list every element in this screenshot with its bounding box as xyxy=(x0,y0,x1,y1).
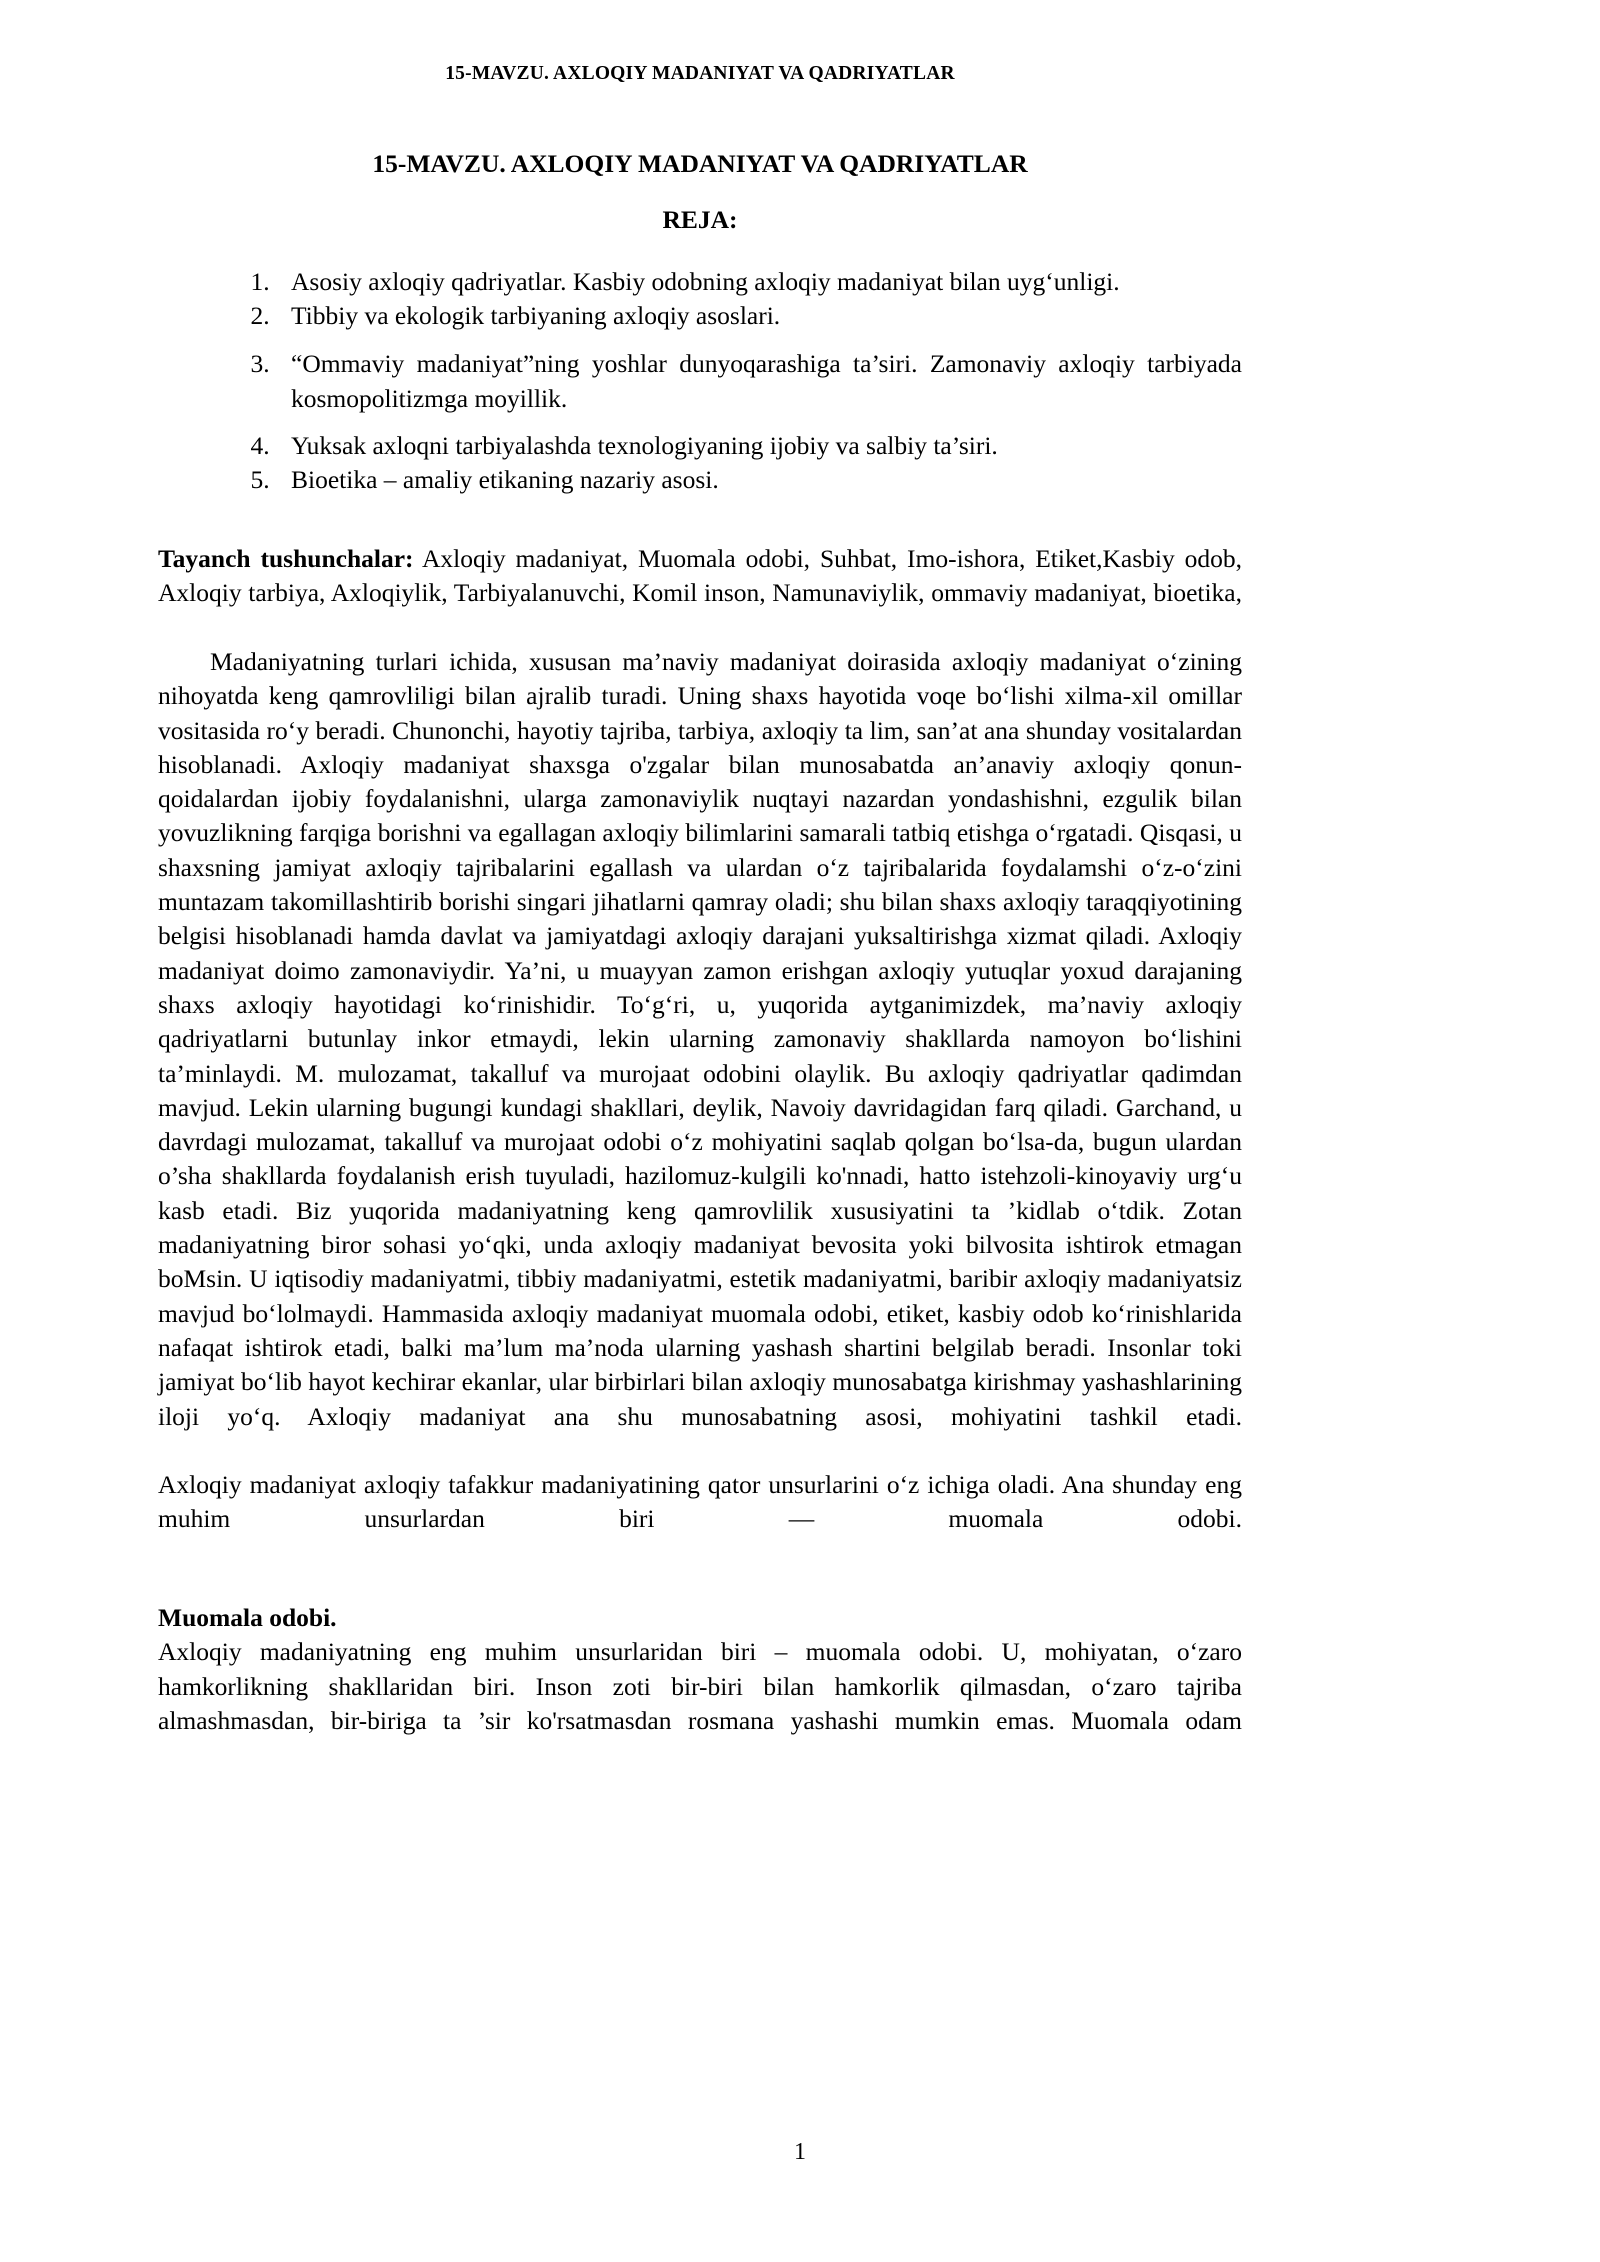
keywords-label: Tayanch tushunchalar: xyxy=(158,544,414,574)
plan-list xyxy=(158,265,1242,497)
plan-item-4: 4. Yuksak axloqni tarbiyalashda texnologiyaning ijobiy va salbiy ta’siri. xyxy=(276,429,1242,463)
page-title: 15-MAVZU. AXLOQIY MADANIYAT VA QADRIYATLAR xyxy=(372,149,1028,179)
page-number: 1 xyxy=(794,2139,806,2165)
body-paragraph-1: Madaniyatning turlari ichida, xususan ma’naviy madaniyat doirasida axloqiy madaniyat o‘zining nihoyatda keng qamrovliligi bilan ajralib turadi. Uning shaxs hayotida voqe bo‘lishi xilma-xil omillar vositasida ro‘y beradi. Chunonchi, hayotiy tajriba, tarbiya, axloqiy ta lim, san’at ana shunday vositalardan hisoblanadi. Axloqiy madaniyat shaxsga o'zgalar bilan munosabatda an’anaviy axloqiy qonun-qoidalardan ijobiy foydalanishni, ularga zamonaviylik nuqtayi nazardan yondashishni, ezgulik bilan yovuzlikning farqiga borishni va egallagan axloqiy bilimlarini samarali tatbiq etishga o‘rgatadi. Qisqasi, u shaxsning jamiyat axloqiy tajribalarini egallash va ulardan o‘z tajribalarida foydalamshi o‘z-o‘zini muntazam takomillashtirib borishi singari jihatlarni qamray oladi; shu bilan shaxs axloqiy taraqqiyotining belgisi hisoblanadi hamda davlat va jamiyatdagi axloqiy darajani yuksaltirishga xizmat qiladi. Axloqiy madaniyat doimo zamonaviydir. Ya’ni, u muayyan zamon erishgan axloqiy yutuqlar yoxud darajaning shaxs axloqiy hayotidagi ko‘rinishidir. To‘g‘ri, u, yuqorida aytganimizdek, ma’naviy axloqiy qadriyatlarni butunlay inkor etmaydi, lekin ularning zamonaviy shakllarda namoyon bo‘lishini ta’minlaydi. M. mulozamat, takalluf va murojaat odobini olaylik. Bu axloqiy qadriyatlar qadimdan mavjud. Lekin ularning bugungi kundagi shakllari, deylik, Navoiy davridagidan farq qiladi. Garchand, u davrdagi mulozamat, takalluf va murojaat odobi o‘z mohiyatini saqlab qolgan bo‘lsa-da, bugun ulardan o’sha shakllarda foydalanish erish tuyuladi, hazilomuz-kulgili ko'nnadi, hatto istehzoli-kinoyaviy urg‘u kasb etadi. Biz yuqorida madaniyatning keng qamrovlilik xususiyatini ta ’kidlab o‘tdik. Zotan madaniyatning biror sohasi yo‘qki, unda axloqiy madaniyat bevosita yoki bilvosita ishtirok etmagan boMsin. U iqtisodiy madaniyatmi, tibbiy madaniyatmi, estetik madaniyatmi, baribir axloqiy madaniyatsiz mavjud bo‘lolmaydi. Hammasida axloqiy madaniyat muomala odobi, etiket, kasbiy odob ko‘rinishlarida nafaqat ishtirok etadi, balki ma’lum ma’noda ularning yashash shartini belgilab beradi. Insonlar toki jamiyat bo‘lib hayot kechirar ekanlar, ular birbirlari bilan axloqiy munosabatga kirishmay yashashlarining iloji yo‘q. Axloqiy madaniyat ana shu munosabatning asosi, mohiyatini tashkil etadi. xyxy=(158,646,1242,1431)
plan-item-5: 5. Bioetika – amaliy etikaning nazariy asosi. xyxy=(276,463,1242,497)
body-paragraph-3: Axloqiy madaniyatning eng muhim unsurlaridan biri – muomala odobi. U, mohiyatan, o‘zaro hamkorlikning shakllaridan biri. Inson zoti bir-biri bilan hamkorlik qilmasdan, o‘zaro tajriba almashmasdan, bir-biriga ta ’sir ko'rsatmasdan rosmana yashashi mumkin emas. Muomala odam xyxy=(158,1637,1242,1735)
spacer xyxy=(158,1571,1242,1601)
reja-heading: REJA: xyxy=(662,205,738,235)
plan-item-1: 1. Asosiy axloqiy qadriyatlar. Kasbiy odobning axloqiy madaniyat bilan uyg‘unligi. xyxy=(276,265,1242,299)
running-head: 15-MAVZU. AXLOQIY MADANIYAT VA QADRIYATLAR xyxy=(445,63,955,84)
keywords-paragraph xyxy=(158,542,1242,645)
section-heading-muomala-odobi: Muomala odobi. xyxy=(158,1602,337,1632)
page-content xyxy=(158,0,1242,1772)
keywords-text: Axloqiy madaniyat, Muomala odobi, Suhbat, Imo-ishora, Etiket,Kasbiy odob, Axloqiy tarbiya, Axloqiylik, Tarbiyalanuvchi, Komil inson, Namunaviylik, ommaviy madaniyat, bioetika, xyxy=(158,544,1242,608)
body-paragraph-2: Axloqiy madaniyat axloqiy tafakkur madaniyatining qator unsurlarini o‘z ichiga oladi. Ana shunday eng muhim unsurlardan biri — muomala odobi. xyxy=(158,1470,1242,1534)
plan-item-3: 3. “Ommaviy madaniyat”ning yoshlar dunyoqarashiga ta’siri. Zamonaviy axloqiy tarbiyada kosmopolitizmga moyillik. xyxy=(276,347,1242,415)
plan-item-2: 2. Tibbiy va ekologik tarbiyaning axloqiy asoslari. xyxy=(276,299,1242,333)
